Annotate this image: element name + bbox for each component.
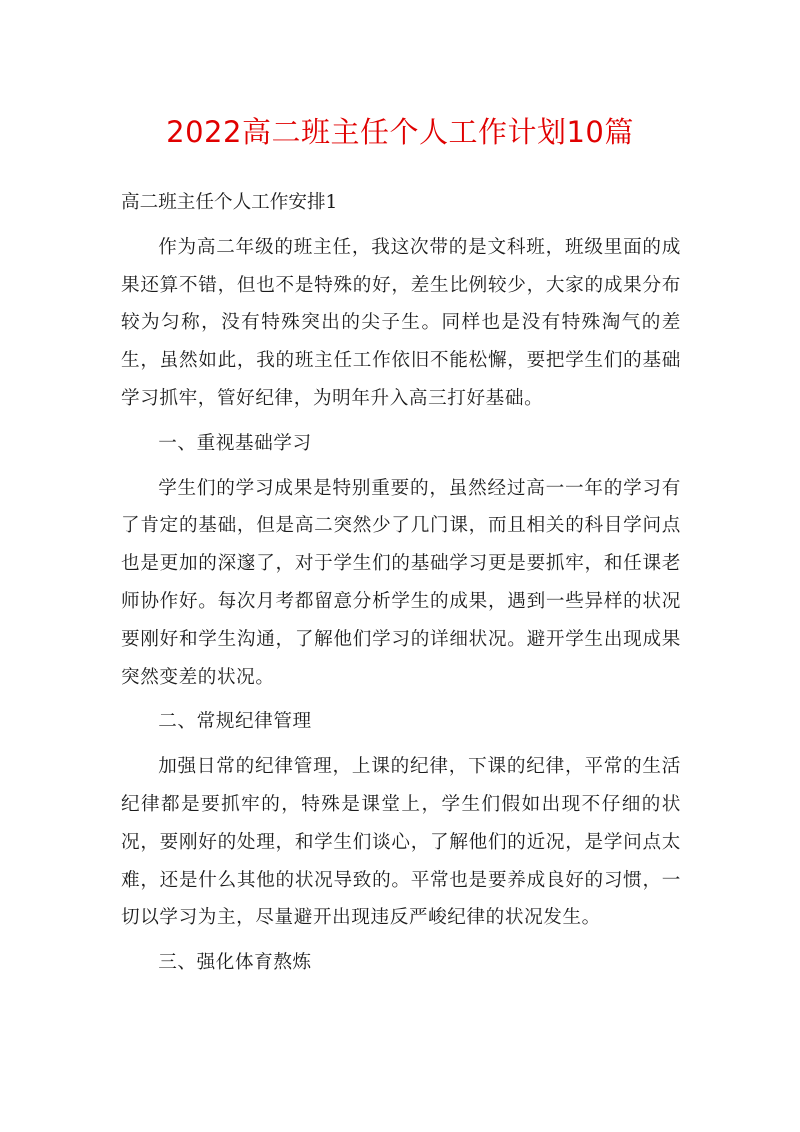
section-heading-1: 一、重视基础学习 [158, 432, 312, 454]
document-body [121, 184, 681, 982]
section-heading-3: 三、强化体育熬炼 [158, 952, 312, 974]
paragraph-discipline: 加强日常的纪律管理，上课的纪律，下课的纪律，平常的生活纪律都是要抓牢的，特殊是课堂上，学生们假如出现不仔细的状况，要刚好的处理，和学生们谈心，了解他们的近况，是学问点太难，还是什么其他的状况导致的。平常也是要养成良好的习惯，一切以学习为主，尽量避开出现违反严峻纪律的状况发生。 [121, 756, 681, 929]
section-subtitle: 高二班主任个人工作安排1 [121, 192, 338, 213]
paragraph-basic-learning: 学生们的学习成果是特别重要的，虽然经过高一一年的学习有了肯定的基础，但是高二突然少了几门课，而且相关的科目学问点也是更加的深邃了，对于学生们的基础学习更是要抓牢，和任课老师协作好。每次月考都留意分析学生的成果，遇到一些异样的状况要刚好和学生沟通，了解他们学习的详细状况。避开学生出现成果突然变差的状况。 [121, 477, 681, 688]
section-heading-2: 二、常规纪律管理 [158, 711, 312, 733]
document-title: 2022高二班主任个人工作计划10篇 [166, 115, 634, 149]
paragraph-intro: 作为高二年级的班主任，我这次带的是文科班，班级里面的成果还算不错，但也不是特殊的好，差生比例较少，大家的成果分布较为匀称，没有特殊突出的尖子生。同样也是没有特殊淘气的差生，虽然如此，我的班主任工作依旧不能松懈，要把学生们的基础学习抓牢，管好纪律，为明年升入高三打好基础。 [121, 236, 681, 409]
